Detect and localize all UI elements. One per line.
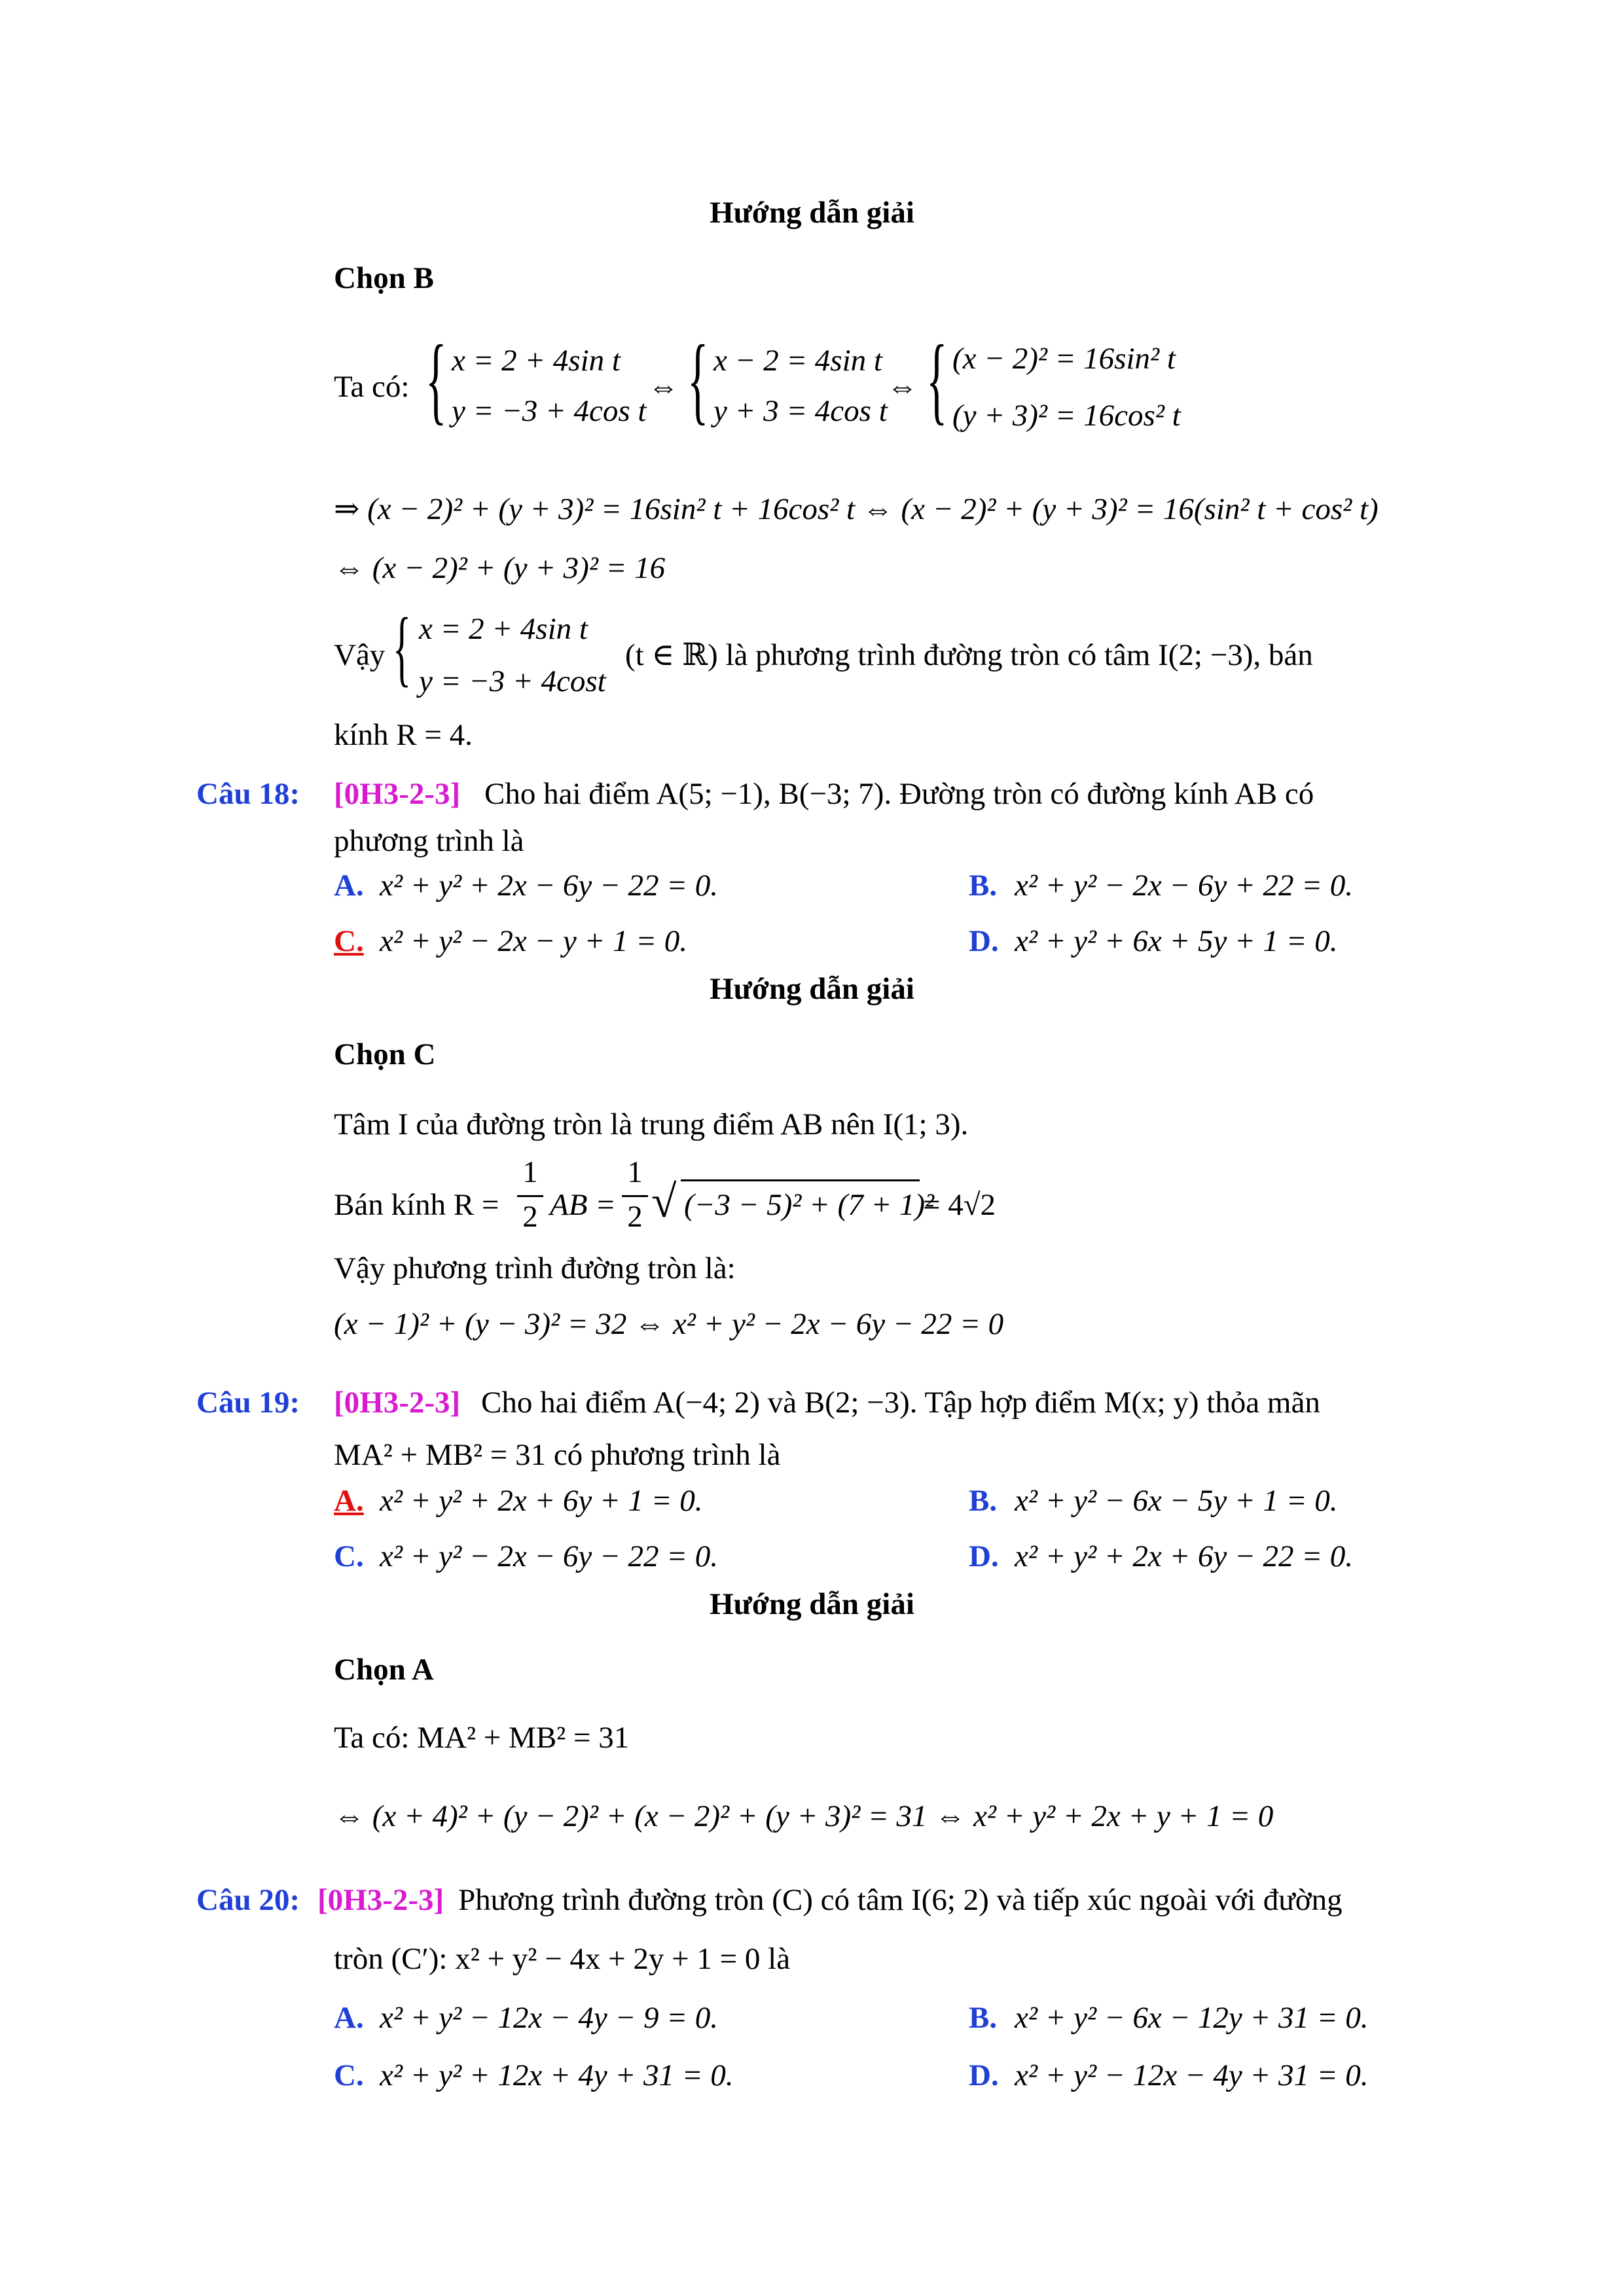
q17-derivation-line-2: ⇔ (x − 2)² + (y + 3)² = 16: [334, 551, 666, 585]
fraction-numerator-2: 1: [627, 1155, 643, 1189]
q18-option-d-letter[interactable]: D.: [969, 924, 999, 958]
q19-solution-line-1: Ta có: MA² + MB² = 31: [334, 1721, 630, 1755]
q20-option-a-letter[interactable]: A.: [334, 2001, 364, 2035]
q17-choice: Chọn B: [334, 261, 434, 295]
q18-option-c[interactable]: x² + y² − 2x − y + 1 = 0.: [380, 924, 687, 958]
q19-option-a-letter[interactable]: A.: [334, 1484, 364, 1518]
vay-system-line-1: x = 2 + 4sin t: [419, 612, 588, 646]
q19-stem-line-2: MA² + MB² = 31 có phương trình là: [334, 1438, 781, 1472]
q19-option-c-letter[interactable]: C.: [334, 1539, 364, 1573]
q18-option-a-letter[interactable]: A.: [334, 869, 364, 903]
q17-ta-co: Ta có:: [334, 370, 410, 404]
brace-4: {: [393, 601, 412, 695]
q18-option-b[interactable]: x² + y² − 2x − 6y + 22 = 0.: [1015, 869, 1353, 903]
q20-option-d[interactable]: x² + y² − 12x − 4y + 31 = 0.: [1015, 2058, 1369, 2092]
q19-option-d-letter[interactable]: D.: [969, 1539, 999, 1573]
brace-1: {: [425, 325, 447, 434]
q18-label: Câu 18:: [196, 777, 300, 811]
q18-stem-line-1: Cho hai điểm A(5; −1), B(−3; 7). Đường tròn có đường kính AB có: [484, 777, 1314, 811]
q19-solution-heading: Hướng dẫn giải: [710, 1587, 914, 1621]
q19-stem-line-1: Cho hai điểm A(−4; 2) và B(2; −3). Tập hợp điểm M(x; y) thỏa mãn: [481, 1386, 1320, 1420]
q17-solution-heading: Hướng dẫn giải: [710, 196, 914, 230]
q20-option-b[interactable]: x² + y² − 6x − 12y + 31 = 0.: [1015, 2001, 1369, 2035]
q18-option-d[interactable]: x² + y² + 6x + 5y + 1 = 0.: [1015, 924, 1338, 958]
q17-conclusion: (t ∈ ℝ) là phương trình đường tròn có tâm I(2; −3), bán: [625, 638, 1313, 672]
q18-solution-line-3: Vậy phương trình đường tròn là:: [334, 1251, 736, 1285]
q19-option-b-letter[interactable]: B.: [969, 1484, 998, 1518]
q18-radius-label: Bán kính R =: [334, 1188, 499, 1222]
system-2-line-1: x − 2 = 4sin t: [713, 344, 882, 378]
q18-solution-line-1: Tâm I của đường tròn là trung điểm AB nên I(1; 3).: [334, 1107, 969, 1141]
q19-choice: Chọn A: [334, 1653, 434, 1687]
q18-stem-line-2: phương trình là: [334, 824, 524, 858]
fraction-bar-2: [622, 1195, 648, 1197]
system-3-line-1: (x − 2)² = 16sin² t: [952, 342, 1176, 376]
q19-solution-line-2: ⇔ (x + 4)² + (y − 2)² + (x − 2)² + (y + 3)² = 31 ⇔ x² + y² + 2x + y + 1 = 0: [334, 1799, 1274, 1833]
sqrt-bar: [681, 1179, 920, 1181]
q19-option-a[interactable]: x² + y² + 2x + 6y + 1 = 0.: [380, 1484, 703, 1518]
q19-option-c[interactable]: x² + y² − 2x − 6y − 22 = 0.: [380, 1539, 718, 1573]
q18-option-c-letter[interactable]: C.: [334, 924, 364, 958]
q17-derivation-line-1: ⇒ (x − 2)² + (y + 3)² = 16sin² t + 16cos² t ⇔ (x − 2)² + (y + 3)² = 16(sin² t + cos² t): [334, 492, 1379, 526]
q19-option-d[interactable]: x² + y² + 2x + 6y − 22 = 0.: [1015, 1539, 1353, 1573]
fraction-denominator-1: 2: [522, 1200, 538, 1234]
fraction-numerator-1: 1: [522, 1155, 538, 1189]
q20-code: [0H3-2-3]: [317, 1883, 444, 1917]
q18-solution-line-4: (x − 1)² + (y − 3)² = 32 ⇔ x² + y² − 2x − 6y − 22 = 0: [334, 1307, 1004, 1341]
fraction-bar-1: [517, 1195, 543, 1197]
q17-vay: Vậy: [334, 638, 386, 672]
system-3-line-2: (y + 3)² = 16cos² t: [952, 399, 1181, 433]
system-2-line-2: y + 3 = 4cos t: [713, 394, 888, 428]
q18-option-b-letter[interactable]: B.: [969, 869, 998, 903]
system-1-line-2: y = −3 + 4cos t: [452, 394, 647, 428]
q20-option-d-letter[interactable]: D.: [969, 2058, 999, 2092]
q19-option-b[interactable]: x² + y² − 6x − 5y + 1 = 0.: [1015, 1484, 1338, 1518]
q19-code: [0H3-2-3]: [334, 1386, 461, 1420]
q20-option-c-letter[interactable]: C.: [334, 2058, 364, 2092]
q17-radius: kính R = 4.: [334, 718, 473, 752]
q18-choice: Chọn C: [334, 1037, 436, 1071]
equiv-2: ⇔: [887, 370, 918, 404]
fraction-denominator-2: 2: [627, 1200, 643, 1234]
brace-3: {: [926, 325, 948, 434]
q18-option-a[interactable]: x² + y² + 2x − 6y − 22 = 0.: [380, 869, 718, 903]
q20-option-c[interactable]: x² + y² + 12x + 4y + 31 = 0.: [380, 2058, 734, 2092]
brace-2: {: [687, 325, 709, 434]
q18-radius-value: = 4√2: [923, 1188, 996, 1222]
vay-system-line-2: y = −3 + 4cost: [419, 664, 606, 698]
system-1-line-1: x = 2 + 4sin t: [452, 344, 621, 378]
q18-code: [0H3-2-3]: [334, 777, 461, 811]
q18-radicand: (−3 − 5)² + (7 + 1)²: [684, 1188, 935, 1222]
q20-stem-line-2: tròn (C′): x² + y² − 4x + 2y + 1 = 0 là: [334, 1942, 791, 1976]
q20-label: Câu 20:: [196, 1883, 300, 1917]
q20-option-a[interactable]: x² + y² − 12x − 4y − 9 = 0.: [380, 2001, 718, 2035]
q19-label: Câu 19:: [196, 1386, 300, 1420]
q20-option-b-letter[interactable]: B.: [969, 2001, 998, 2035]
q20-stem-line-1: Phương trình đường tròn (C) có tâm I(6; 2) và tiếp xúc ngoài với đường: [458, 1883, 1343, 1917]
sqrt-sign-icon: √: [651, 1177, 677, 1227]
q18-solution-heading: Hướng dẫn giải: [710, 972, 914, 1006]
equiv-1: ⇔: [648, 370, 679, 404]
q18-ab-equals: AB =: [550, 1188, 616, 1222]
